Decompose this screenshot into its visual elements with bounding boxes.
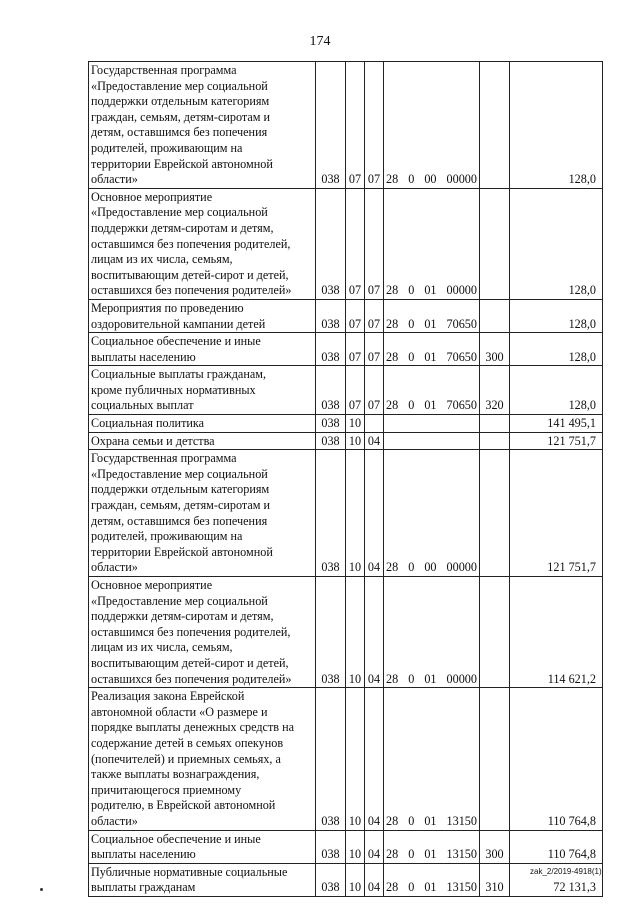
chief-admin-code: 038 — [316, 415, 346, 433]
row-name: Охрана семьи и детства — [89, 432, 316, 450]
subsection-code: 07 — [365, 188, 384, 299]
target-code-part: 01 — [424, 349, 437, 364]
target-code-part: 00000 — [446, 283, 477, 298]
subsection-code: 04 — [365, 432, 384, 450]
target-code-part: 0 — [408, 880, 415, 895]
amount: 72 131,3 — [510, 863, 603, 896]
amount: 128,0 — [510, 188, 603, 299]
target-code-part: 01 — [424, 398, 437, 413]
chief-admin-code: 038 — [316, 333, 346, 366]
chief-admin-code: 038 — [316, 577, 346, 688]
target-code-part: 01 — [424, 847, 437, 862]
table-row — [89, 366, 603, 415]
chief-admin-code: 038 — [316, 688, 346, 830]
table-row — [89, 333, 603, 366]
amount: 141 495,1 — [510, 415, 603, 433]
target-code-part: 28 — [386, 172, 399, 187]
target-article-code — [384, 299, 480, 332]
target-article-code — [384, 188, 480, 299]
row-name: Основное мероприятие «Предоставление мер социальной поддержки детям-сиротам и детям, оставшимся без попечения родителей, лицам из их числа, семьям, воспитывающим детей-сирот и детей, оставшихся без попечения родителей» — [89, 577, 316, 688]
target-code-part: 0 — [408, 172, 415, 187]
chief-admin-code: 038 — [316, 299, 346, 332]
target-code-part: 13150 — [446, 813, 477, 828]
section-code: 07 — [346, 366, 365, 415]
document-code: zak_2/2019-4918(1) — [530, 867, 602, 876]
expense-type-code — [480, 577, 510, 688]
target-code-part: 0 — [408, 813, 415, 828]
amount: 110 764,8 — [510, 688, 603, 830]
target-code-part: 0 — [408, 560, 415, 575]
section-code: 07 — [346, 333, 365, 366]
table-row — [89, 863, 603, 896]
target-code-part: 00000 — [446, 671, 477, 686]
target-article-code — [384, 62, 480, 189]
target-code-part: 00 — [424, 172, 437, 187]
row-name: Социальное обеспечение и иные выплаты населению — [89, 830, 316, 863]
row-name: Публичные нормативные социальные выплаты гражданам — [89, 863, 316, 896]
table-row — [89, 688, 603, 830]
page-number: 174 — [309, 34, 331, 49]
target-code-part: 70650 — [446, 398, 477, 413]
expense-type-code — [480, 62, 510, 189]
subsection-code: 07 — [365, 299, 384, 332]
target-code-part: 0 — [408, 283, 415, 298]
section-code: 07 — [346, 62, 365, 189]
target-article-code — [384, 415, 480, 433]
row-name: Социальные выплаты гражданам, кроме публичных нормативных социальных выплат — [89, 366, 316, 415]
chief-admin-code: 038 — [316, 863, 346, 896]
section-code: 10 — [346, 688, 365, 830]
expense-type-code — [480, 688, 510, 830]
target-code-part: 28 — [386, 283, 399, 298]
amount: 128,0 — [510, 62, 603, 189]
target-code-part: 13150 — [446, 847, 477, 862]
chief-admin-code: 038 — [316, 62, 346, 189]
section-code: 10 — [346, 863, 365, 896]
target-code-part: 00000 — [446, 172, 477, 187]
target-code-part: 01 — [424, 671, 437, 686]
amount: 128,0 — [510, 299, 603, 332]
row-name: Реализация закона Еврейской автономной области «О размере и порядке выплаты денежных средств на содержание детей в семьях опекунов (попечителей) и приемных семьях, а также выплаты вознаграждения, причитающегося приемному родителю, в Еврейской автономной области» — [89, 688, 316, 830]
amount: 114 621,2 — [510, 577, 603, 688]
target-code-part: 28 — [386, 813, 399, 828]
row-name: Государственная программа «Предоставление мер социальной поддержки отдельным категориям граждан, семьям, детям-сиротам и детям, оставшимся без попечения родителей, проживающим на территории Еврейской автономной области» — [89, 62, 316, 189]
target-code-part: 01 — [424, 283, 437, 298]
subsection-code: 04 — [365, 863, 384, 896]
target-code-part: 00000 — [446, 560, 477, 575]
target-code-part: 0 — [408, 847, 415, 862]
target-code-part: 00 — [424, 560, 437, 575]
target-article-code — [384, 830, 480, 863]
table-row — [89, 450, 603, 577]
target-code-part: 01 — [424, 813, 437, 828]
amount: 128,0 — [510, 366, 603, 415]
target-code-part: 0 — [408, 316, 415, 331]
chief-admin-code: 038 — [316, 432, 346, 450]
section-code: 10 — [346, 450, 365, 577]
target-code-part: 70650 — [446, 316, 477, 331]
expense-type-code — [480, 188, 510, 299]
section-code: 07 — [346, 188, 365, 299]
target-code-part: 0 — [408, 671, 415, 686]
table-row — [89, 415, 603, 433]
target-article-code — [384, 863, 480, 896]
expense-type-code — [480, 432, 510, 450]
subsection-code: 07 — [365, 366, 384, 415]
table-row — [89, 577, 603, 688]
expense-type-code — [480, 415, 510, 433]
amount: 121 751,7 — [510, 450, 603, 577]
chief-admin-code: 038 — [316, 450, 346, 577]
target-code-part: 28 — [386, 847, 399, 862]
target-code-part: 0 — [408, 398, 415, 413]
target-article-code — [384, 366, 480, 415]
chief-admin-code: 038 — [316, 830, 346, 863]
expense-type-code: 320 — [480, 366, 510, 415]
expense-type-code — [480, 299, 510, 332]
target-code-part: 28 — [386, 560, 399, 575]
amount: 128,0 — [510, 333, 603, 366]
chief-admin-code: 038 — [316, 188, 346, 299]
row-name: Государственная программа «Предоставление мер социальной поддержки отдельным категориям граждан, семьям, детям-сиротам и детям, оставшимся без попечения родителей, проживающим на территории Еврейской автономной области» — [89, 450, 316, 577]
row-name: Основное мероприятие «Предоставление мер социальной поддержки детям-сиротам и детям, оставшимся без попечения родителей, лицам из их числа, семьям, воспитывающим детей-сирот и детей, оставшихся без попечения родителей» — [89, 188, 316, 299]
subsection-code: 04 — [365, 450, 384, 577]
section-code: 10 — [346, 830, 365, 863]
subsection-code — [365, 415, 384, 433]
subsection-code: 04 — [365, 688, 384, 830]
table-row — [89, 830, 603, 863]
expense-type-code: 300 — [480, 830, 510, 863]
section-code: 07 — [346, 299, 365, 332]
row-name: Социальное обеспечение и иные выплаты населению — [89, 333, 316, 366]
target-article-code — [384, 432, 480, 450]
amount: 121 751,7 — [510, 432, 603, 450]
target-article-code — [384, 450, 480, 577]
target-code-part: 28 — [386, 398, 399, 413]
section-code: 10 — [346, 577, 365, 688]
target-code-part: 28 — [386, 316, 399, 331]
target-code-part: 28 — [386, 349, 399, 364]
expense-type-code: 310 — [480, 863, 510, 896]
table-row — [89, 299, 603, 332]
subsection-code: 04 — [365, 577, 384, 688]
target-code-part: 01 — [424, 880, 437, 895]
target-article-code — [384, 688, 480, 830]
target-code-part: 01 — [424, 316, 437, 331]
section-code: 10 — [346, 432, 365, 450]
amount: 110 764,8 — [510, 830, 603, 863]
subsection-code: 07 — [365, 333, 384, 366]
target-code-part: 13150 — [446, 880, 477, 895]
target-code-part: 28 — [386, 880, 399, 895]
target-code-part: 70650 — [446, 349, 477, 364]
target-article-code — [384, 333, 480, 366]
row-name: Социальная политика — [89, 415, 316, 433]
table-row — [89, 432, 603, 450]
row-name: Мероприятия по проведению оздоровительной кампании детей — [89, 299, 316, 332]
target-code-part: 0 — [408, 349, 415, 364]
table-row — [89, 188, 603, 299]
expense-type-code: 300 — [480, 333, 510, 366]
chief-admin-code: 038 — [316, 366, 346, 415]
table-row — [89, 62, 603, 189]
target-article-code — [384, 577, 480, 688]
budget-table — [88, 61, 603, 897]
expense-type-code — [480, 450, 510, 577]
subsection-code: 04 — [365, 830, 384, 863]
section-code: 10 — [346, 415, 365, 433]
target-code-part: 28 — [386, 671, 399, 686]
margin-dot — [40, 888, 43, 891]
subsection-code: 07 — [365, 62, 384, 189]
